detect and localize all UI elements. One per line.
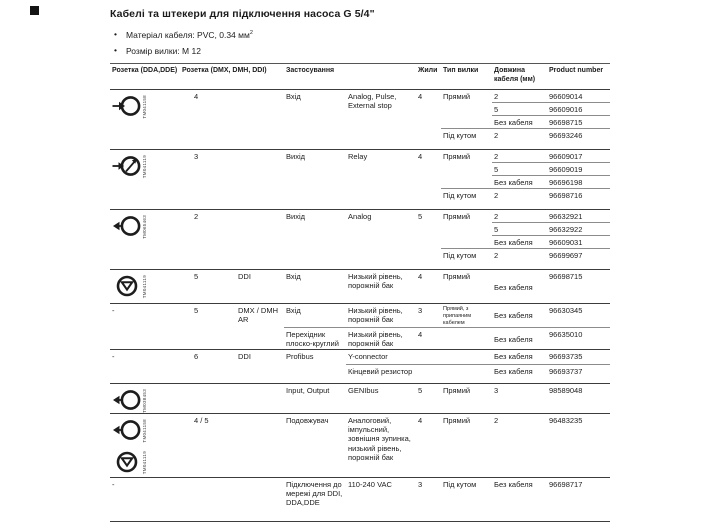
cell-cable-length: Без кабеля — [492, 269, 547, 303]
page-corner-marker — [30, 6, 39, 15]
cell-cable-length: 5 — [492, 102, 547, 115]
cell-cable-length: 5 — [492, 162, 547, 175]
page-title: Кабелі та штекери для підключення насоса G 5/4" — [110, 8, 375, 20]
cell-description: Кінцевий резистор — [346, 364, 416, 383]
cell-plug-type — [441, 349, 492, 364]
cell-cores: 4 — [416, 89, 441, 149]
cell-cores: 4 — [416, 269, 441, 303]
cell-socket-dmx-number: 5 — [180, 303, 236, 349]
tm-number-label: TM041119 — [142, 274, 147, 298]
cell-description: Низький рівень, порожній бак — [346, 327, 416, 349]
col-application: Застосування — [284, 64, 416, 90]
cell-product-number: 96698715 — [547, 115, 610, 128]
cell-application: Вхід — [284, 89, 346, 149]
cell-product-number: 96609014 — [547, 89, 610, 102]
cell-application: Вхід — [284, 269, 346, 303]
cell-plug-type: Під кутом — [441, 128, 492, 149]
cell-product-number: 96698717 — [547, 477, 610, 521]
cell-plug-type — [441, 364, 492, 383]
cell-cores: 4 — [416, 327, 441, 349]
tm-number-label: TM038453 — [142, 388, 147, 413]
cell-plug-type: Прямий — [441, 413, 492, 477]
cell-socket-dmx-number: 3 — [180, 149, 236, 209]
cell-socket-dmx-number: 4 / 5 — [180, 413, 236, 477]
cell-cable-length: 3 — [492, 383, 547, 413]
cell-socket-dmx-number: 5 — [180, 269, 236, 303]
circle-arrow-in-icon — [112, 94, 142, 118]
header-row — [110, 64, 610, 90]
cell-product-number: 96632922 — [547, 222, 610, 235]
cell-application: Подовжувач — [284, 413, 346, 477]
table-row — [110, 89, 610, 102]
table-row — [110, 413, 610, 477]
cell-cable-length: Без кабеля — [492, 349, 547, 364]
cell-cable-length: 2 — [492, 209, 547, 222]
cell-socket-dda: - — [110, 303, 180, 349]
table-row — [110, 383, 610, 413]
cell-cores: 4 — [416, 149, 441, 209]
cell-product-number: 96609016 — [547, 102, 610, 115]
cell-socket-dmx-model — [236, 383, 284, 413]
cell-product-number: 96609017 — [547, 149, 610, 162]
cell-product-number: 96699697 — [547, 248, 610, 269]
circle-level-sensor-icon — [112, 450, 142, 474]
cell-application: Вхід — [284, 303, 346, 327]
tm-number-label: TM041158 — [142, 418, 147, 443]
cell-cable-length: 5 — [492, 222, 547, 235]
tm-number-label: TM065463 — [142, 214, 147, 239]
cell-socket-dmx-number — [180, 383, 236, 413]
bullet-cable-material: • Матеріал кабеля: PVC, 0.34 $мм^2$ — [126, 30, 614, 40]
spec-bullet-list — [110, 30, 614, 56]
cell-plug-type: Прямий — [441, 209, 492, 248]
document-page — [110, 8, 614, 522]
cell-cores: 4 — [416, 413, 441, 477]
cell-plug-type: Прямий — [441, 383, 492, 413]
cell-cable-length: 2 — [492, 89, 547, 102]
cell-cable-length: Без кабеля — [492, 477, 547, 521]
col-cable-length: Довжина кабеля (мм) — [492, 64, 547, 90]
table-row — [110, 349, 610, 364]
cell-cable-length: 2 — [492, 248, 547, 269]
cell-application: Input, Output — [284, 383, 346, 413]
cell-cores — [416, 364, 441, 383]
cable-plug-table — [110, 63, 610, 522]
cell-socket-dda — [110, 383, 180, 413]
cell-product-number: 96635010 — [547, 327, 610, 349]
cell-plug-type: Прямий — [441, 269, 492, 303]
cell-product-number: 96483235 — [547, 413, 610, 477]
table-row — [110, 149, 610, 162]
cell-product-number: 96698715 — [547, 269, 610, 303]
bullet-plug-size: • Розмір вилки: M 12 — [126, 46, 614, 56]
cell-cores: 5 — [416, 383, 441, 413]
cell-description: Relay — [346, 149, 416, 209]
circle-arrow-out-icon — [112, 214, 142, 238]
cell-description: Y-connector — [346, 349, 416, 364]
cell-socket-dda — [110, 209, 180, 269]
cell-socket-dmx-model: DMX / DMH AR — [236, 303, 284, 349]
cell-product-number: 96693735 — [547, 349, 610, 364]
cell-description: Низький рівень, порожній бак — [346, 269, 416, 303]
cell-socket-dmx-number: 4 — [180, 89, 236, 149]
cell-socket-dda — [110, 89, 180, 149]
cell-socket-dda — [110, 269, 180, 303]
col-product-number: Product number — [547, 64, 610, 90]
cell-cable-length: Без кабеля — [492, 175, 547, 188]
cell-description: 110-240 VAC — [346, 477, 416, 521]
cell-cable-length: Без кабеля — [492, 327, 547, 349]
cell-cable-length: 2 — [492, 128, 547, 149]
cell-cable-length: Без кабеля — [492, 115, 547, 128]
tm-number-label: TM041119 — [142, 154, 147, 178]
cell-description: Analog — [346, 209, 416, 269]
circle-level-sensor-icon — [112, 274, 142, 298]
cell-description: Analog, Pulse, External stop — [346, 89, 416, 149]
cell-socket-dmx-model — [236, 149, 284, 209]
cell-cores — [416, 349, 441, 364]
cell-application: Вихід — [284, 209, 346, 269]
cell-description: GENIbus — [346, 383, 416, 413]
cell-plug-type: Під кутом — [441, 477, 492, 521]
cell-product-number: 96630345 — [547, 303, 610, 327]
cell-application: Profibus — [284, 349, 346, 383]
cell-cores: 3 — [416, 303, 441, 327]
cell-socket-dmx-model — [236, 209, 284, 269]
col-plug-type: Тип вилки — [441, 64, 492, 90]
cell-cable-length: 2 — [492, 188, 547, 209]
cell-description: Аналоговий, імпульсний, зовнішня зупинка, низький рівень, порожній бак — [346, 413, 416, 477]
cell-socket-dmx-model: DDI — [236, 269, 284, 303]
cell-plug-type: Прямий — [441, 89, 492, 128]
cell-cable-length: Без кабеля — [492, 303, 547, 327]
cell-plug-type: Під кутом — [441, 248, 492, 269]
cell-socket-dda — [110, 149, 180, 209]
cell-application: Перехідник плоско-круглий — [284, 327, 346, 349]
cell-socket-dmx-model — [236, 413, 284, 477]
circle-arrow-out-icon — [112, 418, 142, 442]
cell-product-number: 96609031 — [547, 235, 610, 248]
cell-socket-dmx-model — [236, 89, 284, 149]
cell-product-number: 96696198 — [547, 175, 610, 188]
cell-cable-length: Без кабеля — [492, 364, 547, 383]
cell-cable-length: Без кабеля — [492, 235, 547, 248]
cell-cores: 3 — [416, 477, 441, 521]
col-socket-dda: Розетка (DDA,DDE) — [110, 64, 180, 90]
cell-plug-type: Під кутом — [441, 188, 492, 209]
cell-socket-dmx-number — [180, 477, 236, 521]
cell-cable-length: 2 — [492, 413, 547, 477]
tm-number-label: TM041158 — [142, 94, 147, 119]
cell-socket-dmx-model: DDI — [236, 349, 284, 383]
col-cores: Жили — [416, 64, 441, 90]
cell-socket-dda — [110, 413, 180, 477]
cell-product-number: 96632921 — [547, 209, 610, 222]
table-row — [110, 269, 610, 303]
cell-product-number: 96693737 — [547, 364, 610, 383]
cell-description: Низький рівень, порожній бак — [346, 303, 416, 327]
cell-application: Підключення до мережі для DDI, DDA,DDE — [284, 477, 346, 521]
table-row — [110, 303, 610, 327]
cell-socket-dda: - — [110, 477, 180, 521]
cell-product-number: 96693246 — [547, 128, 610, 149]
cell-plug-type — [441, 327, 492, 349]
cell-cores: 5 — [416, 209, 441, 269]
cell-product-number: 96609019 — [547, 162, 610, 175]
circle-arrow-out-icon — [112, 388, 142, 412]
cell-plug-type: Прямий, з припаяним кабелем — [441, 303, 492, 327]
cell-product-number: 98589048 — [547, 383, 610, 413]
superscript: 2 — [249, 30, 253, 37]
table-row — [110, 477, 610, 521]
table-row — [110, 209, 610, 222]
cell-socket-dda: - — [110, 349, 180, 383]
cell-product-number: 96698716 — [547, 188, 610, 209]
cell-socket-dmx-model — [236, 477, 284, 521]
cell-application: Вихід — [284, 149, 346, 209]
cell-socket-dmx-number: 6 — [180, 349, 236, 383]
cell-socket-dmx-number: 2 — [180, 209, 236, 269]
cell-cable-length: 2 — [492, 149, 547, 162]
cell-plug-type: Прямий — [441, 149, 492, 188]
circle-relay-arrow-icon — [112, 154, 142, 178]
col-socket-dmx: Розетка (DMX, DMH, DDI) — [180, 64, 284, 90]
tm-number-label: TM041119 — [142, 451, 147, 475]
